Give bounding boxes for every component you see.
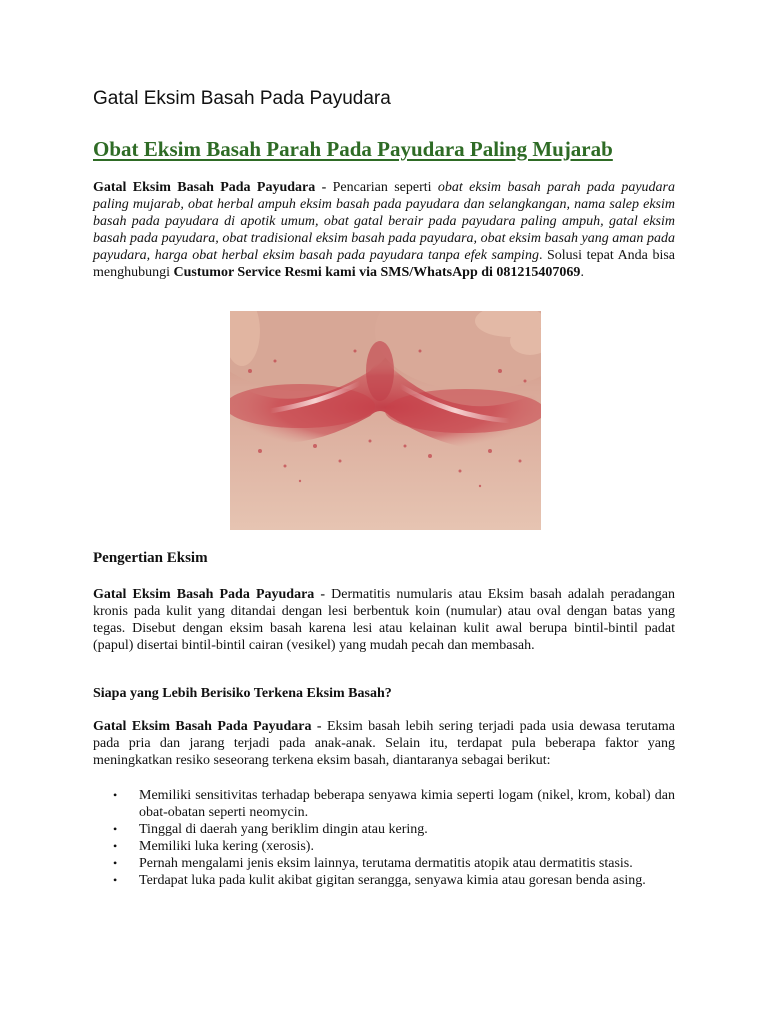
intro-text-1: Pencarian seperti [326,180,438,195]
list-item-text: Terdapat luka pada kulit akibat gigitan serangga, senyawa kimia atau goresan benda asing. [139,873,646,888]
risk-factor-list [93,787,675,889]
bullet-icon: • [113,788,118,802]
definition-paragraph [93,586,675,654]
intro-end: . [580,265,584,280]
section-heading-definition: Pengertian Eksim [93,550,208,566]
bullet-icon: • [113,822,118,836]
list-item-text: Memiliki luka kering (xerosis). [139,839,314,854]
page-title: Gatal Eksim Basah Pada Payudara [93,88,391,109]
list-item [93,855,675,872]
bullet-icon: • [113,873,118,887]
intro-lead: Gatal Eksim Basah Pada Payudara - [93,180,327,195]
intro-paragraph [93,179,675,281]
list-item [93,838,675,855]
intro-keywords: obat eksim basah parah pada payudara paling mujarab, obat herbal ampuh eksim basah pada payudara dan selangkangan, nama salep eksim basah pada payudara di apotik umum, obat gatal berair pada payudara paling ampuh, gatal eksim basah pada payudara, obat tradisional eksim basah pada payudara, obat eksim basah yang aman pada payudara, harga obat herbal eksim basah pada payudara tanpa efek samping [93,180,675,263]
section-heading-risk: Siapa yang Lebih Berisiko Terkena Eksim Basah? [93,686,392,701]
list-item-text: Pernah mengalami jenis eksim lainnya, terutama dermatitis atopik atau dermatitis stasis. [139,856,633,871]
definition-text: Dermatitis numularis atau Eksim basah adalah peradangan kronis pada kulit yang ditandai dengan lesi berbentuk koin (numular) atau oval dengan batas yang tegas. Disebut dengan eksim basah karena lesi atau kelainan kulit awal berupa bintil-bintil padat (papul) disertai bintil-bintil cairan (vesikel) yang mudah pecah dan membasah. [93,587,675,653]
list-item-text: Tinggal di daerah yang beriklim dingin atau kering. [139,822,428,837]
intro-text-2: . Solusi tepat Anda bisa menghubungi [93,248,676,280]
bullet-icon: • [113,856,118,870]
list-item-text: Memiliki sensitivitas terhadap beberapa senyawa kimia seperti logam (nikel, krom, kobal) dan obat-obatan seperti neomycin. [139,788,675,820]
article-subtitle[interactable]: Obat Eksim Basah Parah Pada Payudara Paling Mujarab [93,137,613,161]
contact-info: Custumor Service Resmi kami via SMS/WhatsApp di 081215407069 [173,265,581,280]
risk-paragraph [93,718,675,769]
eczema-photo [230,311,541,530]
bullet-icon: • [113,839,118,853]
list-item [93,821,675,838]
risk-text: Eksim basah lebih sering terjadi pada usia dewasa terutama pada pria dan jarang terjadi pada anak-anak. Selain itu, terdapat pula beberapa faktor yang meningkatkan resiko seseorang terkena eksim basah, diantaranya sebagai berikut: [93,719,675,768]
risk-lead: Gatal Eksim Basah Pada Payudara - [93,719,322,734]
list-item [93,787,675,821]
list-item [93,872,675,889]
definition-lead: Gatal Eksim Basah Pada Payudara - [93,587,326,602]
